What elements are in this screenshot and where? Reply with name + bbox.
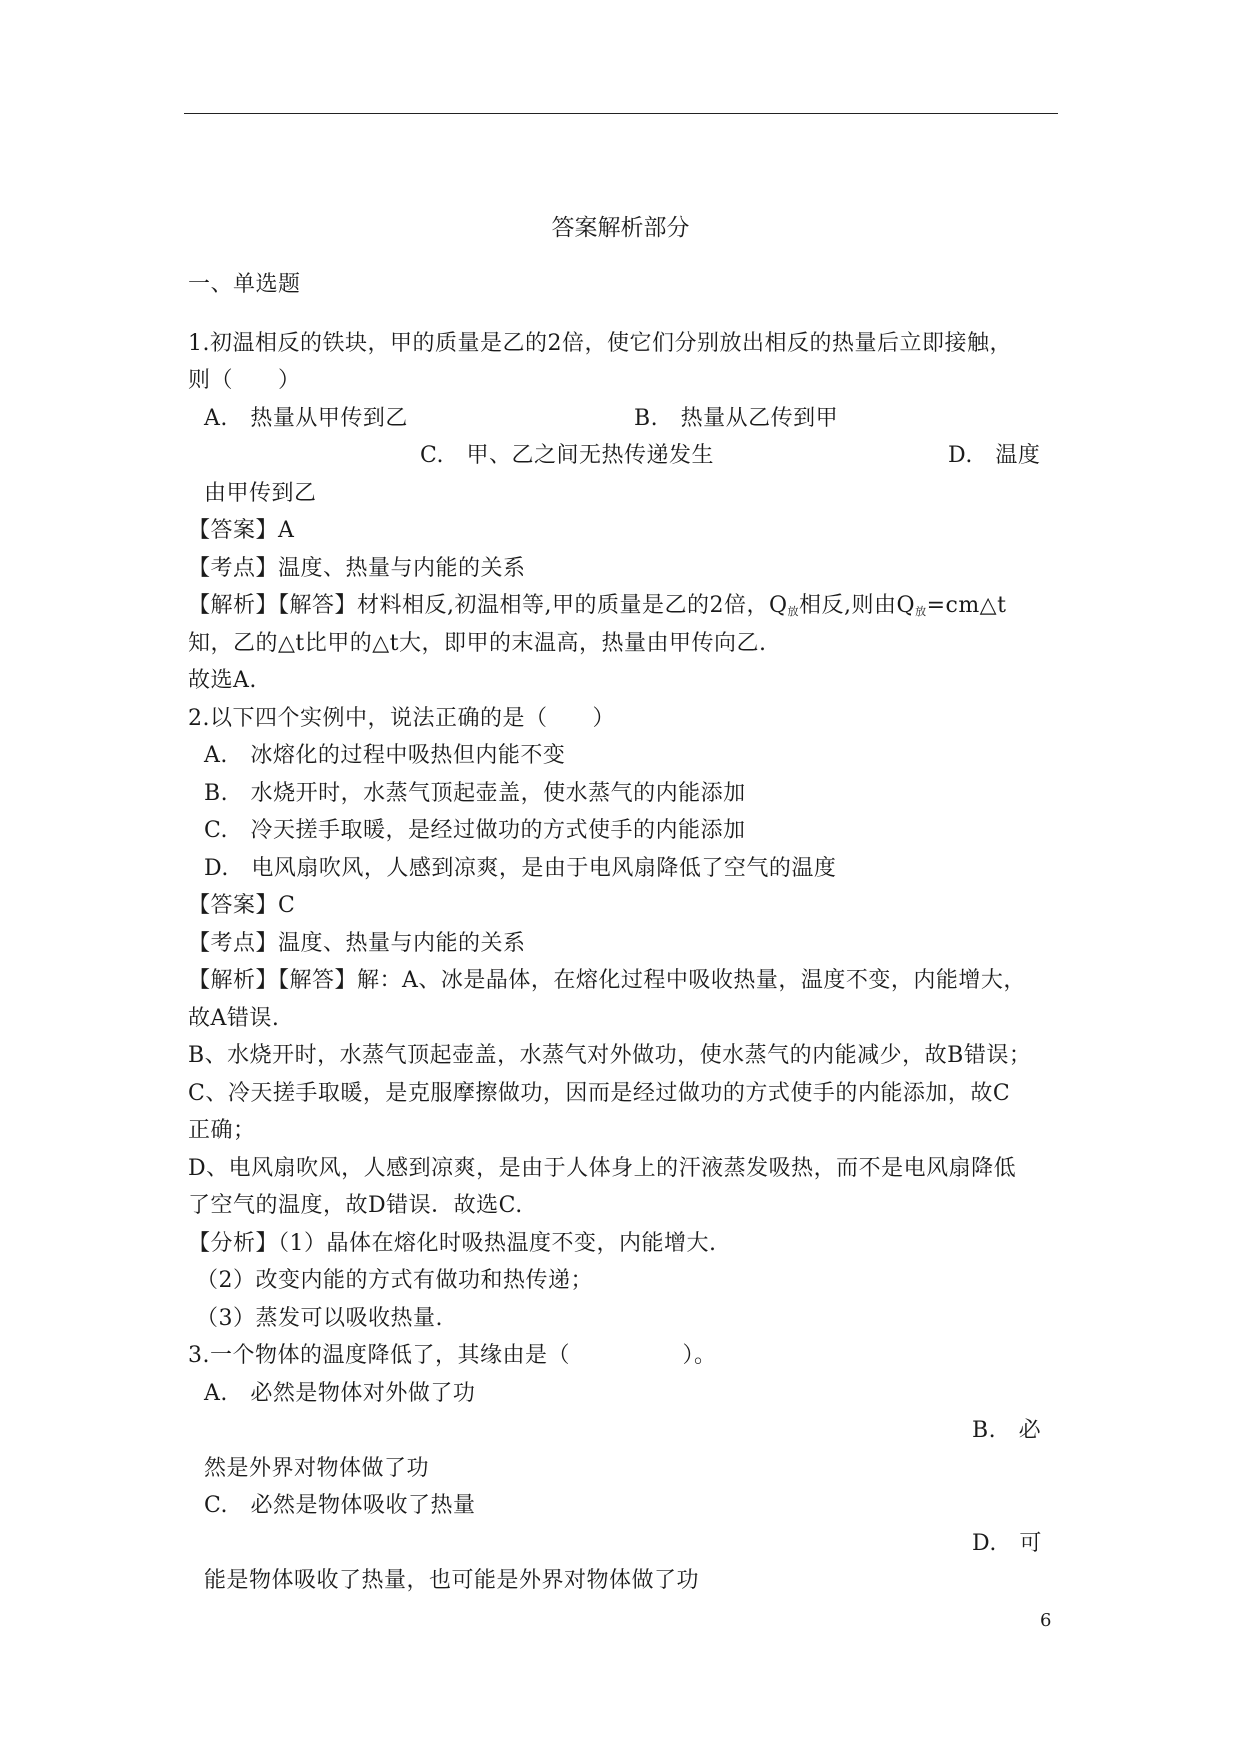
- q3-option-b-end: 然是外界对物体做了功: [204, 1456, 430, 1481]
- q2-option-b: B. 水烧开时，水蒸气顶起壶盖，使水蒸气的内能添加: [204, 781, 746, 806]
- q1-analysis-line1: 【解析】【解答】材料相反,初温相等,甲的质量是乙的2倍，$Q_放$相反,则由$Q_放=cm\triangle t$: [188, 593, 1007, 618]
- q1-option-a: A. 热量从甲传到乙: [204, 406, 408, 431]
- q3-option-d-end: 能是物体吸收了热量，也可能是外界对物体做了功: [204, 1568, 700, 1593]
- q2-analysis-line5: 正确；: [188, 1118, 256, 1143]
- q3-option-a: A. 必然是物体对外做了功: [204, 1381, 476, 1406]
- q1-topic: 【考点】温度、热量与内能的关系: [188, 556, 526, 581]
- q2-stem: 2.以下四个实例中，说法正确的是（ ）: [188, 706, 615, 731]
- q1-option-d-end: 由甲传到乙: [204, 481, 317, 506]
- q2-option-a: A. 冰熔化的过程中吸热但内能不变: [204, 743, 566, 768]
- q2-analysis-line2: 故A错误.: [188, 1006, 280, 1031]
- q1-analysis-line3: 故选A.: [188, 668, 257, 693]
- q2-answer: 【答案】C: [188, 893, 296, 918]
- q2-fenxi-line1: 【分析】（1）晶体在熔化时吸热温度不变，内能增大.: [188, 1231, 717, 1256]
- page-title: 答案解析部分: [551, 215, 690, 241]
- q2-analysis-line1: 【解析】【解答】解：A、冰是晶体，在熔化过程中吸收热量，温度不变，内能增大，: [188, 968, 1026, 993]
- q1-analysis-line2: 知，乙的△t比甲的△t大，即甲的末温高，热量由甲传向乙.: [188, 631, 767, 656]
- q2-option-c: C. 冷天搓手取暖，是经过做功的方式使手的内能添加: [204, 818, 746, 843]
- section-heading: 一、单选题: [188, 272, 301, 297]
- q1-option-b: B. 热量从乙传到甲: [634, 406, 839, 431]
- q1-answer: 【答案】A: [188, 518, 295, 543]
- q2-option-d: D. 电风扇吹风，人感到凉爽，是由于电风扇降低了空气的温度: [204, 856, 837, 881]
- header-rule: [184, 113, 1058, 114]
- q1-stem-line1: 1.初温相反的铁块，甲的质量是乙的2倍，使它们分别放出相反的热量后立即接触，: [188, 331, 1012, 356]
- q2-fenxi-line2: （2）改变内能的方式有做功和热传递；: [196, 1268, 593, 1293]
- q2-analysis-line7: 了空气的温度，故D错误．故选C.: [188, 1193, 523, 1218]
- q3-stem: 3.一个物体的温度降低了，其缘由是（ ）。: [188, 1343, 717, 1368]
- q3-option-c: C. 必然是物体吸收了热量: [204, 1493, 476, 1518]
- q2-analysis-line6: D、电风扇吹风，人感到凉爽，是由于人体身上的汗液蒸发吸热，而不是电风扇降低: [188, 1156, 1017, 1181]
- q3-option-d-start: D. 可: [972, 1531, 1042, 1556]
- q2-topic: 【考点】温度、热量与内能的关系: [188, 931, 526, 956]
- page-number: 6: [1040, 1610, 1052, 1631]
- q1-option-c: C. 甲、乙之间无热传递发生: [420, 443, 715, 468]
- q2-fenxi-line3: （3）蒸发可以吸收热量.: [196, 1306, 443, 1331]
- q1-option-d-start: D. 温度: [948, 443, 1041, 468]
- q2-analysis-line4: C、冷天搓手取暖，是克服摩擦做功，因而是经过做功的方式使手的内能添加，故C: [188, 1081, 1011, 1106]
- q2-analysis-line3: B、水烧开时，水蒸气顶起壶盖，水蒸气对外做功，使水蒸气的内能减少，故B错误；: [188, 1043, 1032, 1068]
- q3-option-b-start: B. 必: [972, 1418, 1042, 1443]
- q1-stem-line2: 则（ ）: [188, 368, 301, 393]
